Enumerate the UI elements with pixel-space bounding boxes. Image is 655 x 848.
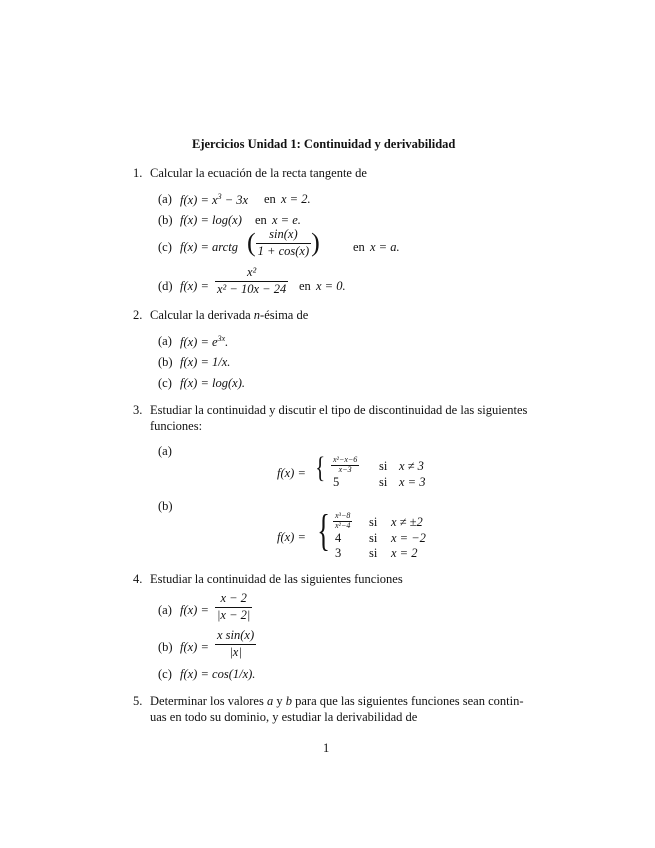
exercise-4-number: 4. [133, 572, 143, 586]
ex3-b-case-1-fraction [333, 512, 352, 531]
ex4-b-denominator: |x| [215, 644, 256, 661]
ex1-a-en: en [264, 192, 276, 206]
ex2-stem-n: n [253, 308, 261, 322]
ex3-b-case-1-numerator: x³−8 [335, 511, 351, 520]
exercise-3-stem-line1: Estudiar la continuidad y discutir el tipo de discontinuidad de las siguientes [150, 403, 528, 417]
left-brace: { [317, 506, 330, 555]
ex1-d-point: x = 0. [316, 279, 346, 293]
ex3-b-case-2-si: si [369, 531, 378, 545]
ex4-a-numerator: x − 2 [220, 591, 247, 605]
ex3-a-case-1-numerator: x²−x−6 [333, 455, 358, 464]
ex1-c-numerator: sin(x) [269, 227, 298, 241]
ex3-a-case-2-si: si [379, 475, 388, 489]
ex4-a-lhs: f(x) = [180, 603, 209, 617]
ex4-a-fraction [215, 591, 252, 623]
ex1-c-en: en [353, 240, 365, 254]
ex2-stem-start: Calcular la derivada [150, 308, 251, 322]
ex2-c-formula: f(x) = log(x). [180, 376, 246, 390]
ex1-d-label: (d) [158, 279, 173, 293]
exercise-1-number: 1. [133, 166, 143, 180]
ex3-b-case-1-denominator: x²−4 [335, 520, 351, 530]
right-paren: ) [311, 228, 320, 258]
ex1-c-point: x = a. [370, 240, 400, 254]
ex3-a-label: (a) [158, 444, 172, 458]
ex3-a-case-1-fraction [331, 456, 359, 475]
exercise-3-number: 3. [133, 403, 143, 417]
ex3-b-label: (b) [158, 499, 173, 513]
ex1-d-en: en [299, 279, 311, 293]
ex3-a-case-1 [331, 456, 359, 475]
ex1-b-point: x = e. [272, 213, 301, 227]
ex3-b-lhs: f(x) = [277, 530, 306, 544]
ex1-d-numerator: x² [246, 265, 257, 279]
ex3-a-lhs: f(x) = [277, 466, 306, 480]
ex1-c-func: f(x) = arctg [180, 240, 238, 254]
ex2-stem-end: -ésima de [260, 308, 309, 322]
ex3-a-case-1-cond: x ≠ 3 [399, 459, 424, 473]
ex4-a-denominator: |x − 2| [217, 607, 251, 622]
ex4-c-label: (c) [158, 667, 172, 681]
ex5-var-a: a [266, 694, 274, 708]
ex1-b-formula: f(x) = log(x) [180, 213, 242, 227]
ex3-b-case-1-si: si [369, 515, 378, 529]
page-title: Ejercicios Unidad 1: Continuidad y derivabilidad [192, 137, 456, 151]
ex1-d-func: f(x) = [180, 279, 209, 293]
ex1-c-denominator: 1 + cos(x) [257, 243, 310, 258]
ex1-c-label: (c) [158, 240, 172, 254]
ex3-b-brace [313, 506, 334, 555]
ex2-a-end: . [225, 335, 229, 349]
ex4-a-fraction-group [215, 591, 252, 623]
ex4-b-label: (b) [158, 640, 173, 654]
ex3-b-case-3-cond: x = 2 [391, 546, 418, 560]
ex1-c-fraction [256, 227, 311, 259]
exercise-1-stem: Calcular la ecuación de la recta tangente de [150, 166, 367, 180]
exercise-5-line2: uas en todo su dominio, y estudiar la derivabilidad de [150, 710, 418, 724]
ex1-a-label: (a) [158, 192, 172, 206]
exercise-2-stem [150, 308, 308, 324]
left-paren: ( [247, 228, 256, 258]
ex1-d-fraction-group [215, 265, 288, 297]
ex3-b-case-3-si: si [369, 546, 378, 560]
ex1-a-func: f(x) = x [180, 193, 218, 207]
ex2-b-formula: f(x) = 1/x. [180, 355, 231, 369]
ex3-a-case-1-denominator: x−3 [331, 465, 359, 475]
ex2-a-func: f(x) = e [180, 335, 218, 349]
ex4-a-label: (a) [158, 603, 172, 617]
ex4-b-lhs: f(x) = [180, 640, 209, 654]
ex1-a-point: x = 2. [281, 192, 311, 206]
ex3-b-case-1 [333, 512, 352, 531]
ex3-a-brace [313, 453, 327, 483]
ex1-b-en: en [255, 213, 267, 227]
ex3-a-case-2-value: 5 [333, 475, 340, 489]
ex5-y: y [276, 694, 283, 708]
ex1-d-denominator: x² − 10x − 24 [217, 281, 287, 296]
ex5-line1-end: para que las siguientes funciones sean contin- [295, 694, 524, 708]
exercise-5-line1 [150, 694, 524, 710]
ex1-c-fraction-group [247, 227, 320, 259]
ex3-b-case-2-cond: x = −2 [391, 531, 426, 545]
ex1-b-label: (b) [158, 213, 173, 227]
ex1-a-formula [180, 192, 248, 209]
exercise-5-number: 5. [133, 694, 143, 708]
ex1-d-fraction [215, 265, 288, 297]
ex2-a-exponent: 3x [217, 334, 226, 343]
ex1-a-rest: − 3x [221, 193, 249, 207]
ex5-line1-start: Determinar los valores [150, 694, 264, 708]
ex3-a-case-1-si: si [379, 459, 388, 473]
ex2-a-formula [180, 334, 228, 351]
ex4-b-fraction [215, 628, 256, 660]
left-brace: { [315, 451, 326, 484]
ex3-a-case-2-cond: x = 3 [399, 475, 426, 489]
ex3-b-case-2-value: 4 [335, 531, 342, 545]
ex4-b-numerator: x sin(x) [217, 628, 255, 642]
ex5-var-b: b [285, 694, 292, 708]
ex4-c-formula: f(x) = cos(1/x). [180, 667, 256, 681]
ex4-b-fraction-group [215, 628, 256, 660]
exercise-2-number: 2. [133, 308, 143, 322]
page-number: 1 [323, 741, 330, 755]
ex2-b-label: (b) [158, 355, 173, 369]
ex1-a-exponent: 3 [217, 192, 222, 201]
ex3-b-case-1-cond: x ≠ ±2 [391, 515, 423, 529]
exercise-4-stem: Estudiar la continuidad de las siguientes funciones [150, 572, 403, 586]
exercise-3-stem-line2: funciones: [150, 419, 203, 433]
ex3-b-case-3-value: 3 [335, 546, 342, 560]
ex2-a-label: (a) [158, 334, 172, 348]
ex2-c-label: (c) [158, 376, 172, 390]
